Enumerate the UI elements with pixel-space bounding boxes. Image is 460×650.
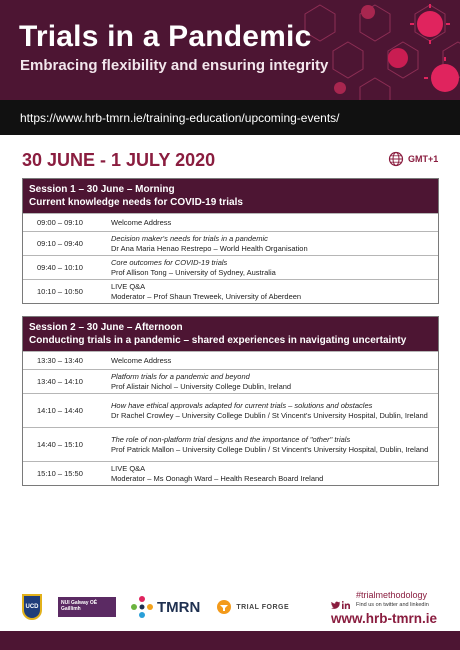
session-1-table	[22, 178, 439, 304]
row-time: 09:00 – 09:10	[37, 218, 83, 227]
row-time: 15:10 – 15:50	[37, 469, 83, 478]
hashtag: #trialmethodology	[356, 590, 428, 600]
row-time: 10:10 – 10:50	[37, 287, 83, 296]
nuig-logo: NUI Galway OÉ Gaillimh	[58, 597, 116, 617]
table-row	[23, 213, 438, 231]
row-talk-title: The role of non-platform trial designs and the importance of "other" trials	[111, 435, 351, 444]
page-subtitle: Embracing flexibility and ensuring integrity	[20, 57, 329, 74]
session-1-title: Session 1 – 30 June – Morning	[29, 184, 175, 195]
table-row	[23, 461, 438, 485]
tmrn-mark-icon	[130, 595, 154, 619]
ucd-logo: UCD	[22, 594, 42, 620]
timezone-label: GMT+1	[408, 154, 439, 164]
row-speaker: Dr Rachel Crowley – University College Dublin / St Vincent's University Hospital, Dublin, Ireland	[111, 410, 428, 420]
row-title: Welcome Address	[111, 217, 172, 227]
row-speaker: Dr Ana Maria Henao Restrepo – World Health Organisation	[111, 243, 308, 253]
row-talk-title: Decision maker's needs for trials in a pandemic	[111, 234, 268, 243]
website-link[interactable]: www.hrb-tmrn.ie	[331, 611, 438, 626]
table-row	[23, 427, 438, 461]
session-2-header	[23, 317, 438, 351]
row-speaker: Prof Allison Tong – University of Sydney, Australia	[111, 267, 276, 277]
event-dates: 30 JUNE - 1 JULY 2020	[22, 150, 216, 170]
table-row	[23, 351, 438, 369]
row-talk-title: Core outcomes for COVID-19 trials	[111, 258, 228, 267]
tmrn-logo	[130, 595, 200, 619]
table-row	[23, 255, 438, 279]
table-row	[23, 369, 438, 393]
social-links	[331, 601, 429, 609]
footer-band	[0, 631, 460, 650]
session-1-header	[23, 179, 438, 213]
row-time: 09:10 – 09:40	[37, 239, 83, 248]
session-2-subtitle: Conducting trials in a pandemic – shared experiences in navigating uncertainty	[29, 335, 407, 346]
row-speaker: Prof Alistair Nichol – University College Dublin, Ireland	[111, 381, 292, 391]
row-talk-title: Platform trials for a pandemic and beyond	[111, 372, 250, 381]
partner-logos	[22, 594, 289, 620]
hero-banner	[0, 0, 460, 100]
row-moderator: Moderator – Prof Shaun Treweek, University of Aberdeen	[111, 291, 302, 301]
table-row	[23, 393, 438, 427]
social-caption: Find us on twitter and linkedin	[356, 602, 429, 608]
event-url-link[interactable]: https://www.hrb-tmrn.ie/training-education/upcoming-events/	[20, 111, 340, 125]
session-2-table	[22, 316, 439, 486]
row-time: 13:30 – 13:40	[37, 356, 83, 365]
row-speaker: Prof Patrick Mallon – University College Dublin / St Vincent's University Hospital, Dublin, Ireland	[111, 444, 429, 454]
row-time: 09:40 – 10:10	[37, 263, 83, 272]
session-1-subtitle: Current knowledge needs for COVID-19 trials	[29, 197, 243, 208]
page-title: Trials in a Pandemic	[19, 20, 312, 53]
trial-forge-mark-icon	[216, 599, 232, 615]
trial-forge-logo	[216, 599, 289, 615]
row-title: LIVE Q&A	[111, 464, 146, 473]
globe-icon	[388, 151, 404, 167]
row-moderator: Moderator – Ms Oonagh Ward – Health Research Board Ireland	[111, 473, 324, 483]
row-talk-title: How have ethical approvals adapted for current trials – solutions and obstacles	[111, 401, 373, 410]
row-time: 13:40 – 14:10	[37, 377, 83, 386]
tmrn-wordmark: TMRN	[157, 598, 201, 616]
trial-forge-wordmark: TRIAL FORGE	[236, 603, 290, 611]
row-title: LIVE Q&A	[111, 282, 146, 291]
session-2-title: Session 2 – 30 June – Afternoon	[29, 322, 183, 333]
row-time: 14:10 – 14:40	[37, 406, 83, 415]
twitter-icon[interactable]	[331, 601, 340, 609]
row-time: 14:40 – 15:10	[37, 440, 83, 449]
row-title: Welcome Address	[111, 355, 172, 365]
url-banner	[0, 100, 460, 135]
table-row	[23, 231, 438, 255]
linkedin-icon[interactable]	[342, 601, 350, 609]
table-row	[23, 279, 438, 303]
timezone-badge	[388, 151, 438, 167]
